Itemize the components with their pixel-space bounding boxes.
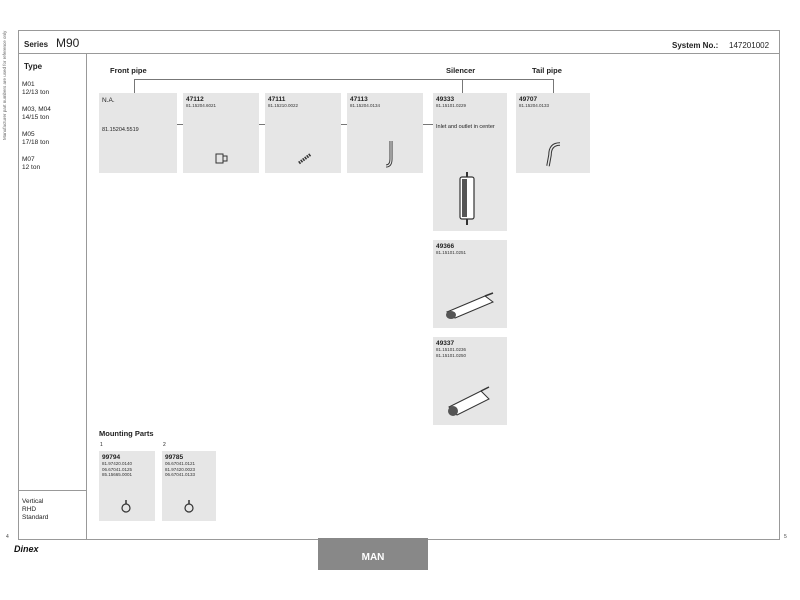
part-codes: 06.67041.0121 81.97420.0023 06.67041.0133 bbox=[165, 461, 196, 477]
type-item-m03 bbox=[22, 106, 51, 122]
part-number: 49337 bbox=[436, 340, 455, 347]
tail-pipe-title: Tail pipe bbox=[532, 66, 562, 75]
silencer-oval-icon bbox=[441, 290, 499, 320]
type-item-m01 bbox=[22, 81, 49, 97]
type-model: M01 bbox=[22, 81, 35, 88]
part-na-label: N.A. bbox=[102, 97, 115, 104]
type-weight: 14/15 ton bbox=[22, 114, 50, 121]
connector-line bbox=[134, 79, 135, 93]
type-item-m07 bbox=[22, 156, 40, 172]
series-value: M90 bbox=[56, 36, 80, 50]
orientation-list bbox=[22, 498, 48, 522]
part-codes: 81.15210.0022 bbox=[268, 103, 299, 108]
part-box-na[interactable] bbox=[99, 93, 177, 173]
connector-line bbox=[553, 79, 554, 93]
system-number-value: 147201002 bbox=[729, 41, 770, 50]
corner-mark-left: 4 bbox=[6, 534, 9, 540]
orientation-vertical: Vertical bbox=[22, 498, 44, 505]
clamp-icon bbox=[119, 499, 133, 515]
type-weight: 12 ton bbox=[22, 164, 41, 171]
mounting-index: 1 bbox=[100, 442, 103, 448]
type-weight: 17/18 ton bbox=[22, 139, 50, 146]
tail-pipe-icon bbox=[542, 141, 564, 169]
brand-label: MAN bbox=[361, 552, 385, 563]
mounting-parts-title: Mounting Parts bbox=[99, 429, 154, 438]
series-label: Series bbox=[24, 40, 49, 49]
connector-line bbox=[423, 124, 433, 125]
flange-pipe-icon bbox=[213, 151, 229, 165]
part-number: 99785 bbox=[165, 454, 184, 461]
part-number: 49707 bbox=[519, 96, 538, 103]
silencer-title: Silencer bbox=[446, 66, 476, 75]
connector-line bbox=[462, 79, 463, 93]
part-number: 47112 bbox=[186, 96, 204, 103]
part-codes: 81.15204.0133 bbox=[519, 103, 550, 108]
header-divider bbox=[18, 53, 780, 54]
dinex-logo: Dinex bbox=[14, 544, 39, 554]
orientation-divider bbox=[18, 490, 87, 491]
type-model: M05 bbox=[22, 131, 35, 138]
part-codes: 81.15101.0251 bbox=[436, 250, 467, 255]
type-model: M03, M04 bbox=[22, 106, 51, 113]
mounting-box-99785[interactable] bbox=[162, 442, 216, 521]
corner-mark-right: 5 bbox=[784, 534, 787, 540]
part-box-47111[interactable] bbox=[265, 93, 341, 173]
clamp-icon bbox=[182, 499, 196, 515]
orientation-standard: Standard bbox=[22, 514, 49, 521]
part-box-49366[interactable] bbox=[433, 240, 507, 328]
part-box-49707[interactable] bbox=[516, 93, 590, 173]
part-box-47113[interactable] bbox=[347, 93, 423, 173]
bent-pipe-icon bbox=[383, 139, 397, 169]
front-pipe-title: Front pipe bbox=[110, 66, 147, 75]
silencer-cylinder-icon bbox=[455, 171, 479, 227]
mounting-box-99794[interactable] bbox=[99, 442, 155, 521]
type-title: Type bbox=[24, 62, 43, 71]
orientation-rhd: RHD bbox=[22, 506, 37, 513]
part-codes: 81.97420.0140 06.67041.0125 85.15665.0001 bbox=[102, 461, 133, 477]
connector-line bbox=[134, 79, 554, 80]
flexible-pipe-icon bbox=[297, 151, 315, 165]
part-number: 49333 bbox=[436, 96, 455, 103]
part-number: 47111 bbox=[268, 96, 286, 103]
system-number-label: System No.: bbox=[672, 41, 719, 50]
part-number: 99794 bbox=[102, 454, 121, 461]
type-column bbox=[18, 53, 87, 540]
silencer-box-icon bbox=[443, 381, 497, 419]
type-model: M07 bbox=[22, 156, 35, 163]
part-number: 47113 bbox=[350, 96, 368, 103]
type-weight: 12/13 ton bbox=[22, 89, 50, 96]
part-number: 49366 bbox=[436, 243, 455, 250]
part-codes: 81.15101.0229 bbox=[436, 103, 467, 108]
part-note: Inlet and outlet in center bbox=[436, 124, 495, 130]
part-codes: 81.15101.0236 81.15101.0250 bbox=[436, 347, 467, 358]
part-box-47112[interactable] bbox=[183, 93, 259, 173]
part-na-code: 81.15204.5519 bbox=[102, 127, 139, 133]
part-box-49333[interactable] bbox=[433, 93, 507, 231]
type-item-m05 bbox=[22, 131, 49, 147]
part-codes: 81.15204.6021 bbox=[186, 103, 217, 108]
part-codes: 81.15204.0134 bbox=[350, 103, 381, 108]
side-note: Manufacturer part numbers are used for reference only bbox=[2, 30, 7, 140]
part-box-49337[interactable] bbox=[433, 337, 507, 425]
mounting-index: 2 bbox=[163, 442, 166, 448]
